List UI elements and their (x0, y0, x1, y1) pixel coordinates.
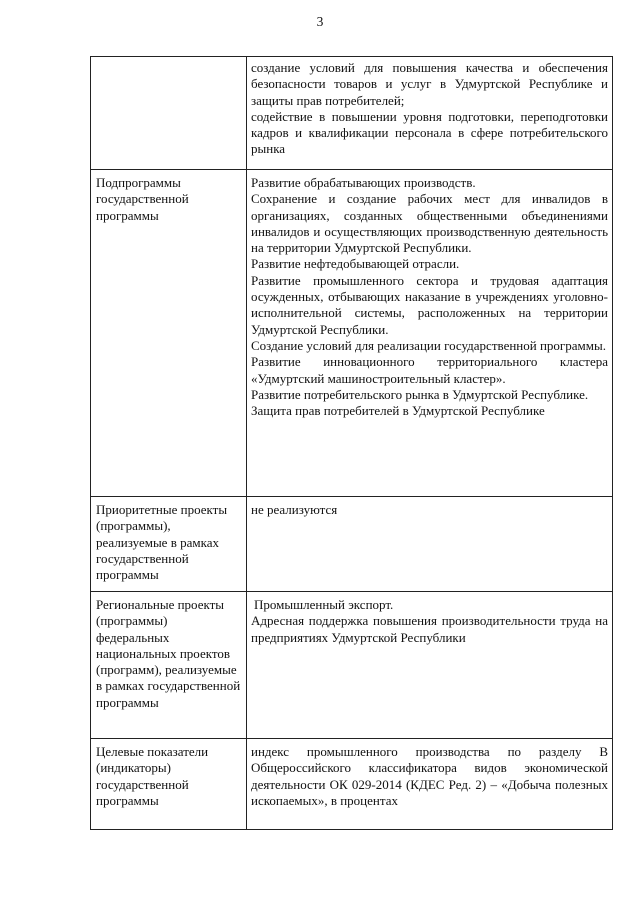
row-label: Подпрограммы государственной программы (91, 170, 247, 497)
value-paragraph: Защита прав потребителей в Удмуртской Республике (251, 403, 545, 419)
value-paragraph: Промышленный экспорт. (254, 597, 394, 612)
value-paragraph: Развитие потребительского рынка в Удмуртской Республике. (251, 386, 589, 402)
value-paragraph: индекс промышленного производства по разделу B Общероссийского классификатора видов экономической деятельности ОК 029-2014 (КДЕС Ред. 2) – «Добыча полезных ископаемых», в процентах (251, 744, 608, 808)
table-row-subprograms (91, 170, 613, 497)
table-row-priority-projects (91, 497, 613, 592)
value-paragraph: Развитие инновационного территориального кластера «Удмуртский машиностроительный кластер». (251, 354, 608, 386)
value-paragraph: содействие в повышении уровня подготовки, переподготовки кадров и квалификации персонала в сфере потребительского рынка (251, 108, 608, 157)
row-value (247, 170, 613, 497)
row-value (247, 739, 613, 830)
value-paragraph: Развитие промышленного сектора и трудовая адаптация осужденных, отбывающих наказание в учреждениях уголовно-исполнительной системы, расположенных на территории Удмуртской Республики. (251, 272, 608, 337)
row-label (91, 57, 247, 170)
program-passport-table (90, 56, 613, 830)
table-row-continuation (91, 57, 613, 170)
table-row-regional-projects (91, 592, 613, 739)
row-label: Приоритетные проекты (программы), реализуемые в рамках государственной программы (91, 497, 247, 592)
table-row-target-indicators (91, 739, 613, 830)
row-value (247, 592, 613, 739)
page-number: 3 (316, 14, 324, 29)
row-label: Региональные проекты (программы) федеральных национальных проектов (программ), реализуемые в рамках государственной программы (91, 592, 247, 739)
value-paragraph: Адресная поддержка повышения производительности труда на предприятиях Удмуртской Республики (251, 613, 608, 645)
row-value (247, 497, 613, 592)
row-label: Целевые показатели (индикаторы) государственной программы (91, 739, 247, 830)
value-paragraph: Развитие обрабатывающих производств. (251, 175, 476, 190)
value-paragraph: Развитие нефтедобывающей отрасли. (251, 256, 460, 272)
row-value (247, 57, 613, 170)
value-paragraph: не реализуются (251, 502, 338, 517)
value-paragraph: создание условий для повышения качества и обеспечения безопасности товаров и услуг в Удмуртской Республике и защиты прав потребителей; (251, 60, 608, 108)
value-paragraph: Сохранение и создание рабочих мест для инвалидов в организациях, созданных общественными объединениями инвалидов и осуществляющих производственную деятельность на территории Удмуртской Республики. (251, 191, 608, 256)
value-paragraph: Создание условий для реализации государственной программы. (251, 337, 606, 353)
